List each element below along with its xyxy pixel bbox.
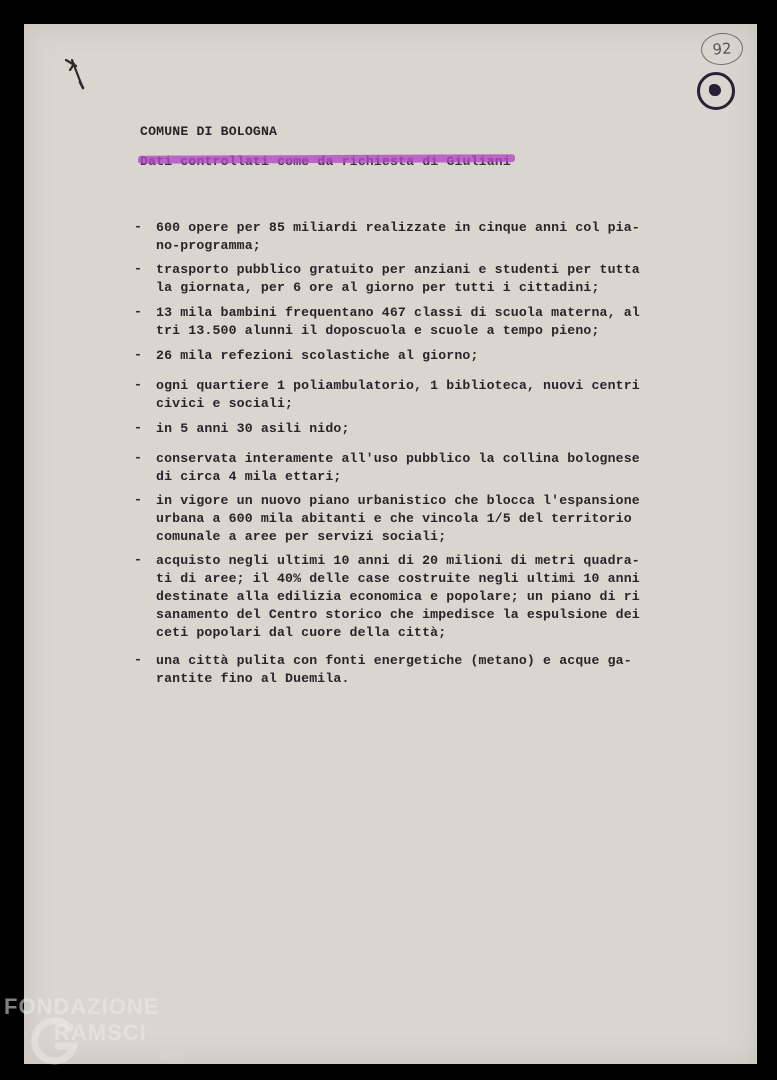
list-item-line: una città pulita con fonti energetiche (metano) e acque ga- <box>156 653 632 668</box>
strike-highlight <box>138 154 515 164</box>
list-item-line: tri 13.500 alunni il doposcuola e scuole a tempo pieno; <box>156 323 600 338</box>
stamp-dot <box>709 84 721 96</box>
list-item-line: urbana a 600 mila abitanti e che vincola 1/5 del territorio <box>156 511 632 526</box>
watermark-line3: onlus <box>160 1050 187 1062</box>
watermark-line2: RAMSCI <box>54 1020 147 1045</box>
list-item-line: ceti popolari dal cuore della città; <box>156 625 447 640</box>
list-item-line: in 5 anni 30 asili nido; <box>156 421 350 436</box>
page-number-circled: 92 <box>700 32 744 67</box>
list-item-line: ogni quartiere 1 poliambulatorio, 1 biblioteca, nuovi centri <box>156 378 640 393</box>
list-item-line: rantite fino al Duemila. <box>156 671 350 686</box>
list-item-line: 26 mila refezioni scolastiche al giorno; <box>156 348 479 363</box>
list-item-dash: - <box>134 420 143 435</box>
list-item-dash: - <box>134 652 143 667</box>
list-item-line: 600 opere per 85 miliardi realizzate in cinque anni col pia- <box>156 220 640 235</box>
list-item-line: ti di aree; il 40% delle case costruite negli ultimi 10 anni <box>156 571 640 586</box>
list-item-line: di circa 4 mila ettari; <box>156 469 342 484</box>
list-item-line: comunale a aree per servizi sociali; <box>156 529 447 544</box>
fondazione-gramsci-watermark <box>4 994 204 1074</box>
list-item-dash: - <box>134 261 143 276</box>
list-item-dash: - <box>134 304 143 319</box>
list-item-dash: - <box>134 450 143 465</box>
watermark-line1: FONDAZIONE <box>4 994 160 1019</box>
list-item-line: la giornata, per 6 ore al giorno per tutti i cittadini; <box>156 280 600 295</box>
list-item-dash: - <box>134 492 143 507</box>
struck-out-line <box>140 152 511 170</box>
list-item-line: destinate alla edilizia economica e popolare; un piano di ri <box>156 589 640 604</box>
list-item-line: acquisto negli ultimi 10 anni di 20 milioni di metri quadra- <box>156 553 640 568</box>
list-item-dash: - <box>134 347 143 362</box>
list-item-line: sanamento del Centro storico che impedisce la espulsione dei <box>156 607 640 622</box>
paper-sheet <box>24 24 757 1064</box>
list-item-line: in vigore un nuovo piano urbanistico che blocca l'espansione <box>156 493 640 508</box>
list-item-line: 13 mila bambini frequentano 467 classi di scuola materna, al <box>156 305 640 320</box>
list-item-dash: - <box>134 219 143 234</box>
archive-stamp-icon <box>697 72 735 110</box>
list-item-line: no-programma; <box>156 238 261 253</box>
list-item-dash: - <box>134 377 143 392</box>
header-title: COMUNE DI BOLOGNA <box>140 124 278 139</box>
pencil-tick-mark-icon <box>62 56 92 90</box>
list-item-dash: - <box>134 552 143 567</box>
list-item-line: conservata interamente all'uso pubblico la collina bolognese <box>156 451 640 466</box>
list-item-line: civici e sociali; <box>156 396 294 411</box>
list-item-line: trasporto pubblico gratuito per anziani e studenti per tutta <box>156 262 640 277</box>
